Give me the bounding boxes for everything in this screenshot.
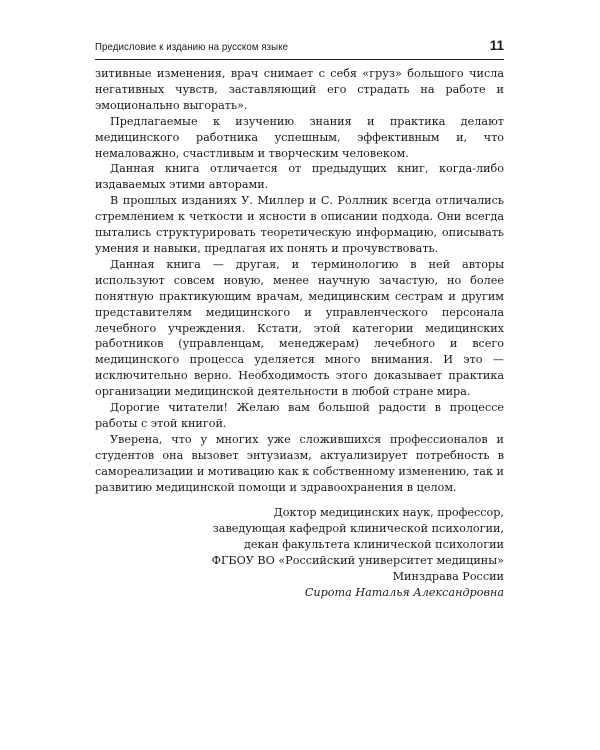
signature-institution: ФГБОУ ВО «Российский университет медицины» bbox=[211, 553, 504, 567]
running-header bbox=[95, 37, 504, 60]
signature-dean: декан факультета клинической психологии bbox=[244, 537, 504, 551]
paragraph: Уверена, что у многих уже сложившихся профессионалов и студентов она вызовет энтузиазм, актуализирует потребность в самореализации и мотивацию как к собственному изменению, так и развитию медицинской помощи и здравоохранения в целом. bbox=[95, 432, 504, 494]
signature-name: Сирота Наталья Александровна bbox=[304, 585, 504, 599]
signature-ministry: Минздрава России bbox=[392, 569, 504, 583]
paragraph: В прошлых изданиях У. Миллер и С. Роллник всегда отличались стремлением к четкости и ясности в описании подхода. Они всегда пытались структурировать теоретическую информацию, описывать умения и навыки, предлагая их понять и прочувствовать. bbox=[95, 194, 504, 255]
paragraph: Дорогие читатели! Желаю вам большой радости в процессе работы с этой книгой. bbox=[95, 401, 504, 430]
body-text bbox=[95, 66, 504, 495]
signature-position: заведующая кафедрой клинической психологии, bbox=[212, 521, 504, 535]
signature-block bbox=[95, 505, 504, 600]
paragraph: Предлагаемые к изучению знания и практика делают медицинского работника успешным, эффективным и, что немаловажно, счастливым и творческим человеком. bbox=[95, 114, 504, 160]
running-header-title: Предисловие к изданию на русском языке bbox=[95, 41, 289, 53]
page-number: 11 bbox=[489, 38, 504, 53]
paragraph-continued: зитивные изменения, врач снимает с себя «груз» большого числа негативных чувств, заставляющий его страдать на работе и эмоционально выгорать». bbox=[95, 67, 504, 112]
paragraph: Данная книга — другая, и терминологию в ней авторы используют совсем новую, менее научную зачастую, но более понятную практикующим врачам, медицинским сестрам и другим представителям медицинского и управленческого персонала лечебного учреждения. Кстати, этой категории медицинских работников (управленцам, менеджерам) лечебного и всего медицинского процесса уделяется много внимания. И это — исключительно верно. Необходимость этого доказывает практика организации медицинской деятельности в любой стране мира. bbox=[95, 257, 504, 399]
signature-degree: Доктор медицинских наук, профессор, bbox=[273, 506, 504, 519]
paragraph: Данная книга отличается от предыдущих книг, когда-либо издаваемых этими авторами. bbox=[95, 162, 504, 192]
